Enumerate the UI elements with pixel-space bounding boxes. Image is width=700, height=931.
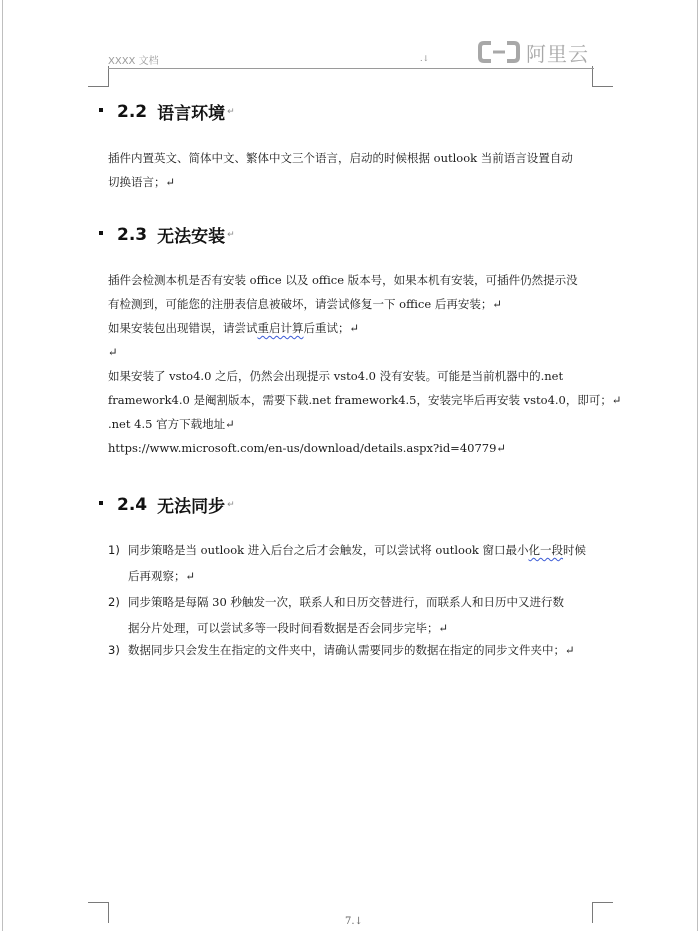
text-line: 后再观察；↵: [128, 569, 196, 583]
section-2-2-paragraph: [108, 146, 598, 194]
page-number: 7.↓: [345, 916, 363, 927]
list-text: [128, 589, 564, 641]
heading-title: 无法同步: [157, 497, 226, 517]
heading-title: 无法安装: [157, 227, 226, 247]
list-text: [128, 537, 586, 589]
aliyun-logo-icon: [478, 40, 520, 64]
heading-number: 2.3: [117, 224, 148, 245]
text-line: 数据同步只会发生在指定的文件夹中，请确认需要同步的数据在指定的同步文件夹中；↵: [128, 643, 575, 657]
heading-number: 2.2: [117, 101, 148, 122]
section-heading-2-2: [99, 99, 235, 124]
text-line: 同步策略是每隔 30 秒触发一次，联系人和日历交替进行，而联系人和日历中又进行数: [128, 595, 564, 609]
aliyun-logo: [478, 38, 589, 66]
text-run: 如果安装包出现错误，请尝试: [108, 321, 258, 335]
corner-mark-top-left: [88, 66, 109, 87]
text-line: [128, 537, 586, 563]
corner-mark-bottom-right: [592, 902, 613, 923]
text-line: [108, 316, 598, 340]
text-run: 后重试；↵: [303, 321, 360, 335]
list-number: 2): [108, 595, 120, 609]
header-rule: [108, 68, 594, 69]
empty-line: ↵: [108, 345, 118, 359]
heading-title: 语言环境: [157, 104, 226, 124]
list-number: 1): [108, 543, 120, 557]
spellcheck-underlined-text[interactable]: 重启计算: [257, 321, 304, 335]
logo-text: 阿里云: [526, 41, 589, 66]
text-run: 同步策略是当 outlook 进入后台之后才会触发，可以尝试将 outlook 窗口最小: [128, 543, 529, 557]
text-line: .net 4.5 官方下载地址↵: [108, 417, 235, 431]
heading-bullet: [99, 231, 103, 235]
spellcheck-underlined-text[interactable]: 化一段: [528, 543, 564, 557]
section-2-3-paragraph: [108, 268, 622, 460]
heading-bullet: [99, 108, 103, 112]
heading-bullet: [99, 501, 103, 505]
download-url: https://www.microsoft.com/en-us/download/details.aspx?id=40779↵: [108, 441, 507, 455]
section-heading-2-4: [99, 492, 235, 517]
paragraph-mark: ↵: [227, 499, 235, 510]
text-line: 切换语言；↵: [108, 175, 176, 189]
corner-mark-bottom-left: [88, 902, 109, 923]
text-line: 据分片处理，可以尝试多等一段时间看数据是否会同步完毕；↵: [128, 621, 449, 635]
list-number: 3): [108, 643, 120, 657]
text-line: 插件内置英文、简体中文、繁体中文三个语言，启动的时候根据 outlook 当前语言设置自动: [108, 151, 573, 165]
section-heading-2-3: [99, 222, 235, 247]
heading-number: 2.4: [117, 494, 148, 515]
paragraph-mark: ↵: [227, 106, 235, 117]
page-right-edge: [697, 0, 698, 931]
text-run: 时候: [563, 543, 587, 557]
page-left-edge: [2, 0, 3, 931]
header-doc-label: XXXX 文档: [108, 56, 159, 67]
paragraph-mark: ↵: [227, 229, 235, 240]
text-line: 有检测到，可能您的注册表信息被破坏，请尝试修复一下 office 后再安装；↵: [108, 297, 502, 311]
text-line: framework4.0 是阉割版本，需要下载.net framework4.5，安装完毕后再安装 vsto4.0，即可；↵: [108, 393, 622, 407]
list-text: [128, 637, 575, 663]
corner-mark-top-right: [592, 66, 613, 87]
header-mark: .↓: [420, 54, 430, 63]
text-line: 如果安装了 vsto4.0 之后，仍然会出现提示 vsto4.0 没有安装。可能是当前机器中的.net: [108, 369, 564, 383]
text-line: 插件会检测本机是否有安装 office 以及 office 版本号，如果本机有安装，可插件仍然提示没: [108, 273, 578, 287]
